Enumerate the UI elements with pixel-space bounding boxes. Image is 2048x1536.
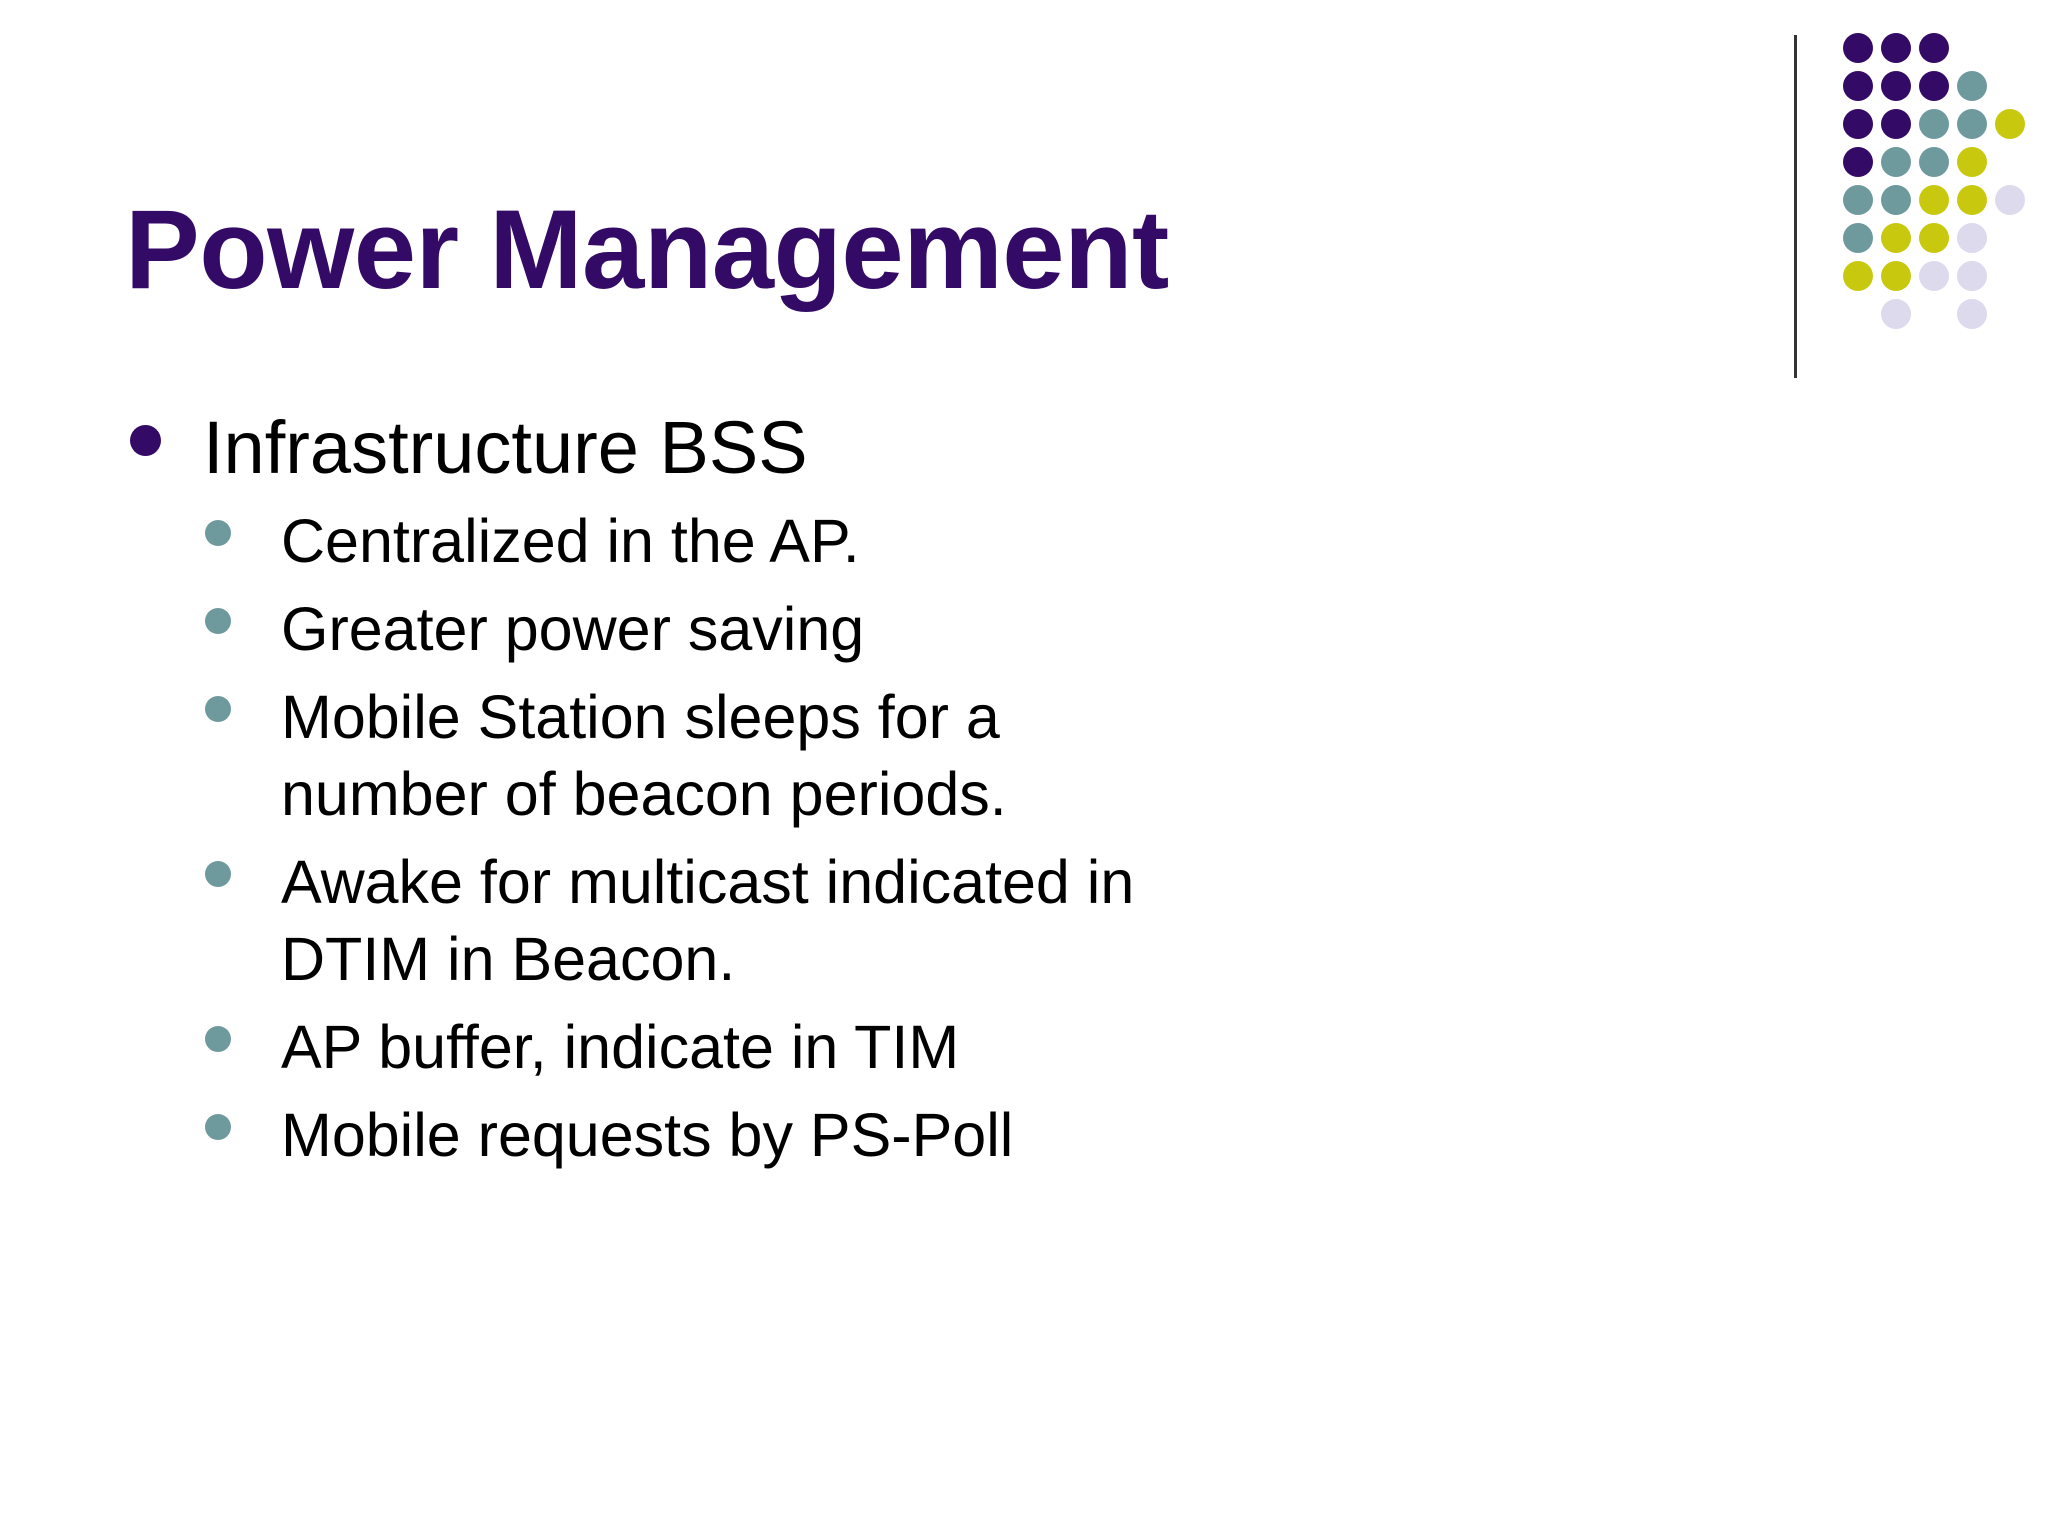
decorative-dot-purple (1881, 71, 1911, 101)
bullet-marker-level1 (130, 425, 161, 456)
decorative-dot-yellow (1881, 223, 1911, 253)
decorative-dot-purple (1881, 109, 1911, 139)
decorative-dot-lavender (1957, 223, 1987, 253)
decorative-dot-yellow (1919, 185, 1949, 215)
decorative-dot-yellow (1957, 147, 1987, 177)
decorative-dot-purple (1919, 33, 1949, 63)
decorative-dot-teal (1881, 185, 1911, 215)
decorative-dot-teal (1843, 223, 1873, 253)
decorative-dot-teal (1957, 109, 1987, 139)
decorative-dot-purple (1843, 109, 1873, 139)
bullet-marker-level2 (205, 1026, 231, 1052)
bullet-text-level1: Infrastructure BSS (203, 406, 808, 489)
bullet-text-level2: Centralized in the AP. (281, 507, 860, 575)
decorative-dot-lavender (1957, 261, 1987, 291)
decorative-dot-lavender (1995, 185, 2025, 215)
decorative-dot-teal (1919, 147, 1949, 177)
decorative-dot-lavender (1957, 299, 1987, 329)
bullet-marker-level2 (205, 861, 231, 887)
decorative-dot-lavender (1881, 299, 1911, 329)
bullet-text-level2: Mobile Station sleeps for a (281, 683, 1000, 751)
bullet-text-level2: Awake for multicast indicated in (281, 848, 1135, 916)
decorative-dot-yellow (1957, 185, 1987, 215)
bullet-text-level2: AP buffer, indicate in TIM (281, 1013, 960, 1081)
decorative-dot-yellow (1995, 109, 2025, 139)
decorative-dot-teal (1843, 185, 1873, 215)
bullet-text-level2: Greater power saving (281, 595, 865, 663)
decorative-dot-teal (1919, 109, 1949, 139)
vertical-divider (1794, 35, 1797, 378)
decorative-dot-yellow (1881, 261, 1911, 291)
bullet-marker-level2 (205, 608, 231, 634)
decorative-dot-teal (1881, 147, 1911, 177)
decorative-dot-lavender (1919, 261, 1949, 291)
bullet-text-level2: Mobile requests by PS-Poll (281, 1101, 1014, 1169)
decorative-dot-purple (1919, 71, 1949, 101)
decorative-dot-purple (1843, 71, 1873, 101)
decorative-dot-purple (1843, 147, 1873, 177)
decorative-dot-teal (1957, 71, 1987, 101)
bullet-text-level2: DTIM in Beacon. (281, 925, 736, 993)
decorative-dot-yellow (1919, 223, 1949, 253)
bullet-marker-level2 (205, 1114, 231, 1140)
decorative-dot-purple (1843, 33, 1873, 63)
decorative-dot-yellow (1843, 261, 1873, 291)
bullet-marker-level2 (205, 520, 231, 546)
slide-title: Power Management (125, 187, 1169, 312)
bullet-text-level2: number of beacon periods. (281, 760, 1007, 828)
bullet-marker-level2 (205, 696, 231, 722)
decorative-dot-purple (1881, 33, 1911, 63)
